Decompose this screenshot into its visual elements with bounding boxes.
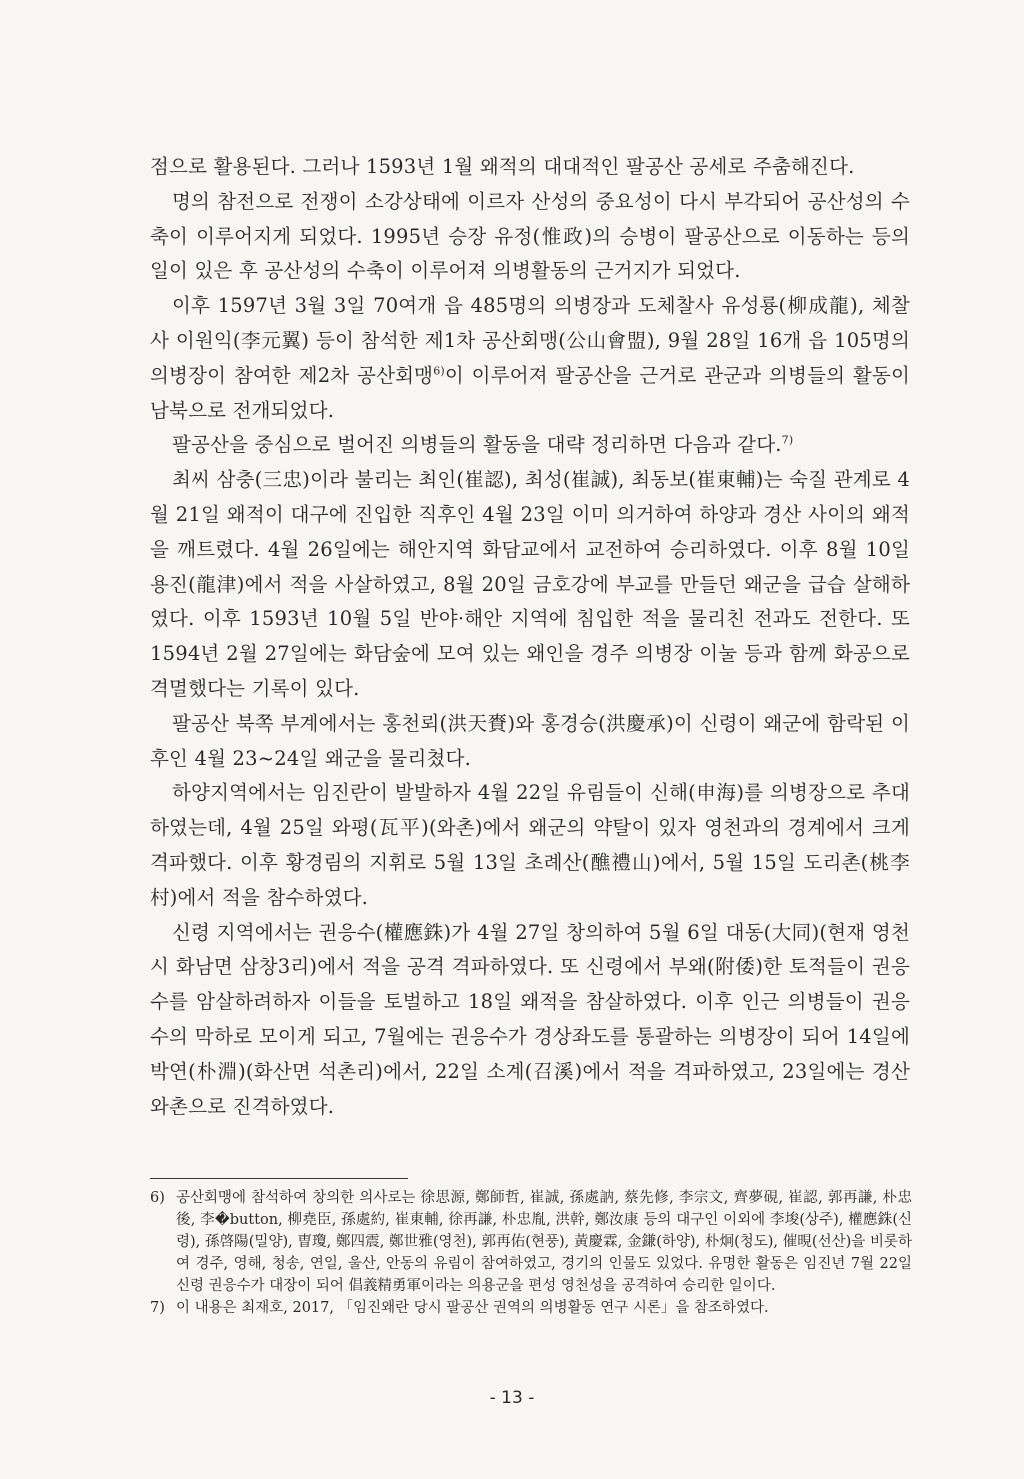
footnote-ref-6[interactable]: 6)	[433, 364, 445, 378]
paragraph	[150, 428, 910, 463]
footnote-ref-7[interactable]: 7)	[781, 433, 794, 447]
paragraph: 팔공산 북쪽 부계에서는 홍천뢰(洪天賚)와 홍경승(洪慶承)이 신령이 왜군에 함락된 이후인 4월 23~24일 왜군을 물리쳤다.	[150, 711, 910, 770]
paragraph: 점으로 활용된다. 그러나 1593년 1월 왜적의 대대적인 팔공산 공세로 주춤해진다.	[150, 155, 855, 178]
body-text	[150, 150, 910, 1124]
paragraph: 하양지역에서는 임진란이 발발하자 4월 22일 유림들이 신해(申海)를 의병장으로 추대하였는데, 4월 25일 와평(瓦平)(와촌)에서 왜군의 약탈이 있자 영천과의 경계에서 크게 격파했다. 이후 황경림의 지휘로 5월 13일 초례산(醮禮山)에서, 5월 15일 도리촌(桃李村)에서 적을 참수하였다.	[150, 781, 910, 909]
footnote-7	[150, 1297, 912, 1319]
footnote-number: 6)	[150, 1190, 165, 1206]
footnote-text: 이 내용은 최재호, 2017, 「임진왜란 당시 팔공산 권역의 의병활동 연구 시론」을 참조하였다.	[176, 1300, 769, 1316]
footnote-number: 7)	[150, 1300, 165, 1316]
paragraph-text: 이후 1597년 3월 3일 70여개 읍 485명의 의병장과 도체찰사 유성룡(柳成龍), 체찰사 이원익(李元翼) 등이 참석한 제1차 공산회맹(公山會盟), 9월 28일 16개 읍 105명의 의병장이 참여한 제2차 공산회맹	[150, 294, 910, 387]
paragraph-text: 이 이루어져 팔공산을 근거로 관군과 의병들의 활동이 남북으로 전개되었다.	[150, 363, 910, 422]
paragraph: 명의 참전으로 전쟁이 소강상태에 이르자 산성의 중요성이 다시 부각되어 공산성의 수축이 이루어지게 되었다. 1995년 승장 유정(惟政)의 승병이 팔공산으로 이동하는 등의 일이 있은 후 공산성의 수축이 이루어져 의병활동의 근거지가 되었다.	[150, 189, 910, 283]
paragraph: 신령 지역에서는 권응수(權應銖)가 4월 27일 창의하여 5월 6일 대동(大同)(현재 영천시 화남면 삼창3리)에서 적을 공격 격파하였다. 또 신령에서 부왜(附倭)한 토적들이 권응수를 암살하려하자 이들을 토벌하고 18일 왜적을 참살하였다. 이후 인근 의병들이 권응수의 막하로 모이게 되고, 7월에는 권응수가 경상좌도를 통괄하는 의병장이 되어 14일에 박연(朴淵)(화산면 석촌리)에서, 22일 소계(召溪)에서 적을 격파하였고, 23일에는 경산 와촌으로 진격하였다.	[150, 920, 910, 1118]
footnote-6	[150, 1187, 912, 1297]
paragraph-text: 팔공산을 중심으로 벌어진 의병들의 활동을 대략 정리하면 다음과 같다.	[172, 433, 782, 457]
paragraph: 최씨 삼충(三忠)이라 불리는 최인(崔認), 최성(崔誠), 최동보(崔東輔)는 숙질 관계로 4월 21일 왜적이 대구에 진입한 직후인 4월 23일 이미 의거하여 하양과 경산 사이의 왜적을 깨트렸다. 4월 26일에는 해안지역 화담교에서 교전하여 승리하였다. 이후 8월 10일 용진(龍津)에서 적을 사살하였고, 8월 20일 금호강에 부교를 만들던 왜군을 급습 살해하였다. 이후 1593년 10월 5일 반야·해안 지역에 침입한 적을 물리친 전과도 전한다. 또 1594년 2월 27일에는 화담숲에 모여 있는 왜인을 경주 의병장 이눌 등과 함께 화공으로 격멸했다는 기록이 있다.	[150, 468, 910, 700]
paragraph	[150, 289, 910, 428]
footnote-divider	[150, 1178, 408, 1179]
footnotes	[150, 1187, 912, 1319]
footnote-text: 공산회맹에 참석하여 창의한 의사로는 徐思源, 鄭師哲, 崔誠, 孫處訥, 蔡先修, 李宗文, 齊夢硯, 崔認, 郭再謙, 朴忠後, 李�button, 柳堯臣, 孫處約, 崔東輔, 徐再謙, 朴忠胤, 洪幹, 鄭汝康 등의 대구인 이외에 李埈(상주), 權應銖(신령), 孫啓陽(밀양), 曺瓊, 鄭四震, 鄭世雅(영천), 郭再佑(현풍), 黃慶霖, 金鎌(하양), 朴炯(청도), 催晛(선산)을 비롯하여 경주, 영해, 청송, 연일, 울산, 안동의 유림이 참여하였고, 경기의 인물도 있었다. 유명한 활동은 임진년 7월 22일 신령 권응수가 대장이 되어 倡義精勇軍이라는 의용군을 편성 영천성을 공격하여 승리한 일이다.	[176, 1190, 912, 1294]
page-number: - 13 -	[489, 1388, 535, 1408]
